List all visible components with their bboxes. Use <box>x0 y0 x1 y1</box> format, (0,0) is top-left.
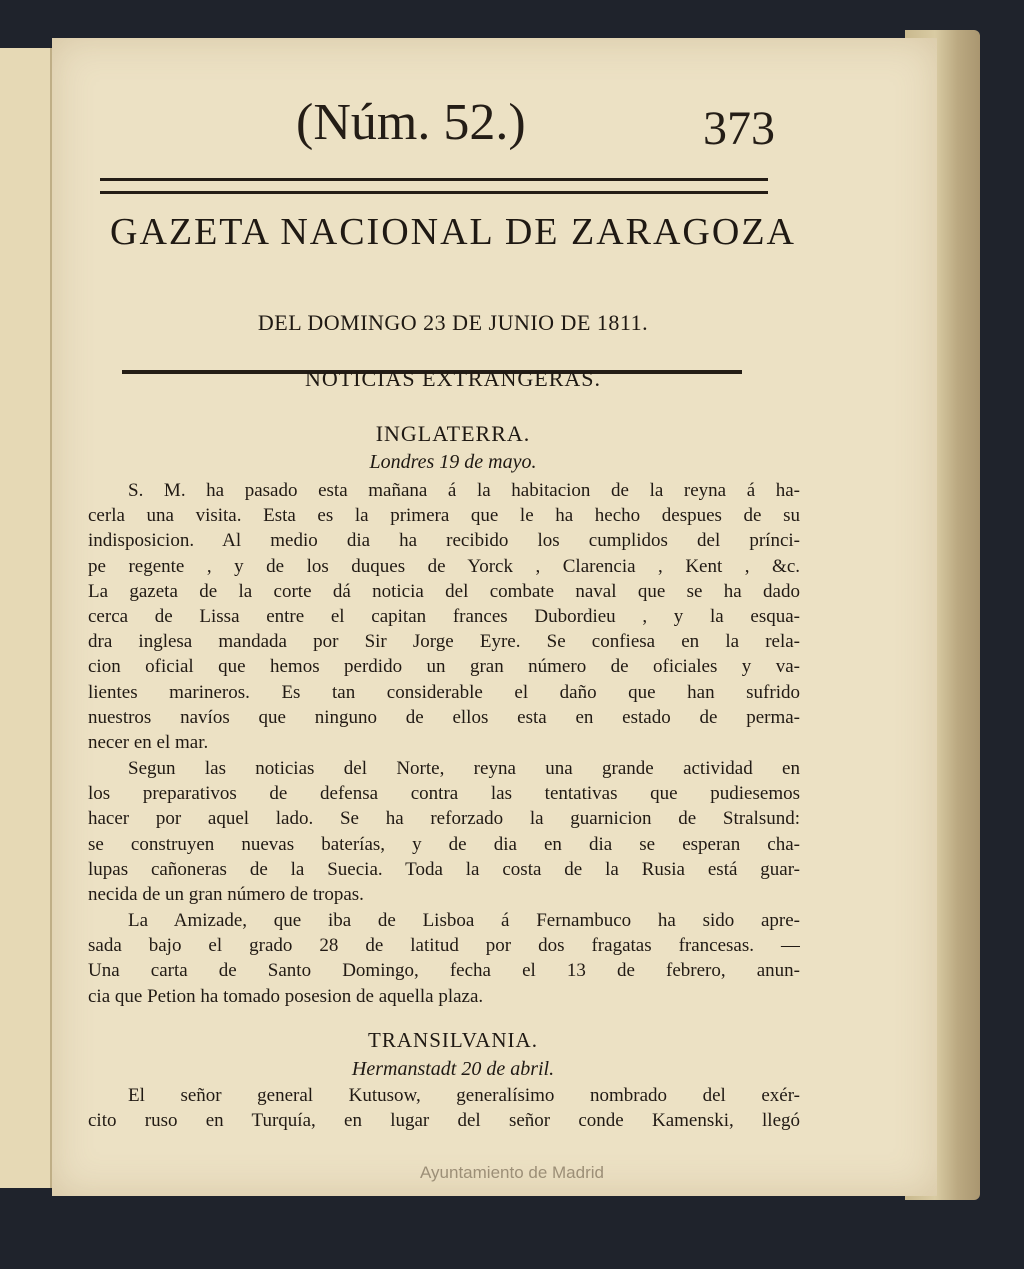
paragraph-kutusow <box>88 1083 800 1133</box>
text-line: Segun las noticias del Norte, reyna una grande actividad en <box>128 758 800 779</box>
library-watermark: Ayuntamiento de Madrid <box>420 1163 604 1182</box>
text-line: cia que Petion ha tomado posesion de aquella plaza. <box>88 985 484 1007</box>
issue-number: (Núm. 52.) <box>296 94 526 151</box>
text-line: necer en el mar. <box>88 732 209 754</box>
dateline-london: Londres 19 de mayo. <box>369 451 537 473</box>
text-line: lientes marineros. Es tan considerable el daño que han sufrido <box>88 681 800 703</box>
text-line: S. M. ha pasado esta mañana á la habitacion de la reyna á ha- <box>128 480 800 501</box>
text-line: La Amizade, que iba de Lisboa á Fernambuco ha sido apre- <box>128 910 800 931</box>
page-header <box>88 93 808 183</box>
section-heading-england: INGLATERRA. <box>375 421 531 446</box>
text-line: cerca de Lissa entre el capitan frances Dubordieu , y la esqua- <box>88 606 800 628</box>
text-line: los preparativos de defensa contra las tentativas que pudiesemos <box>88 783 800 805</box>
text-line: Una carta de Santo Domingo, fecha el 13 de febrero, anun- <box>88 960 800 982</box>
text-line: sada bajo el grado 28 de latitud por dos fragatas francesas. — <box>88 935 800 957</box>
text-line: dra inglesa mandada por Sir Jorge Eyre. Se confiesa en la rela- <box>88 631 800 653</box>
page-number: 373 <box>703 102 775 155</box>
text-line: indisposicion. Al medio dia ha recibido los cumplidos del prínci- <box>88 530 800 552</box>
left-facing-page <box>0 48 52 1188</box>
text-line: se construyen nuevas baterías, y de dia en dia se esperan cha- <box>88 833 800 855</box>
text-line: El señor general Kutusow, generalísimo nombrado del exér- <box>128 1085 800 1106</box>
newspaper-page <box>52 38 937 1196</box>
masthead-date: DEL DOMINGO 23 DE JUNIO DE 1811. <box>257 310 649 335</box>
dateline-hermanstadt: Hermanstadt 20 de abril. <box>351 1058 555 1080</box>
text-line: hacer por aquel lado. Se ha reforzado la guarnicion de Stralsund: <box>88 808 800 830</box>
text-line: cito ruso en Turquía, en lugar del señor conde Kamenski, llegó <box>88 1110 800 1132</box>
section-heading-foreign-news: NOTICIAS EXTRANGERAS. <box>305 366 601 391</box>
text-line: cion oficial que hemos perdido un gran número de oficiales y va- <box>88 656 800 678</box>
text-line: cerla una visita. Esta es la primera que le ha hecho despues de su <box>88 505 800 527</box>
text-line: La gazeta de la corte dá noticia del combate naval que se ha dado <box>88 580 800 602</box>
text-line: necida de un gran número de tropas. <box>88 884 364 906</box>
paragraph-north-defense <box>88 756 800 907</box>
section-heading-transylvania: TRANSILVANIA. <box>368 1028 538 1052</box>
paragraph-royal-visit <box>88 478 800 755</box>
paragraph-amizade <box>88 908 800 1009</box>
header-rule <box>100 178 768 194</box>
text-line: lupas cañoneras de la Suecia. Toda la costa de la Rusia está guar- <box>88 858 800 880</box>
text-line: nuestros navíos que ninguno de ellos esta en estado de perma- <box>88 706 800 728</box>
text-line: pe regente , y de los duques de Yorck , Clarencia , Kent , &c. <box>88 555 800 577</box>
masthead-title: GAZETA NACIONAL DE ZARAGOZA <box>110 211 796 253</box>
